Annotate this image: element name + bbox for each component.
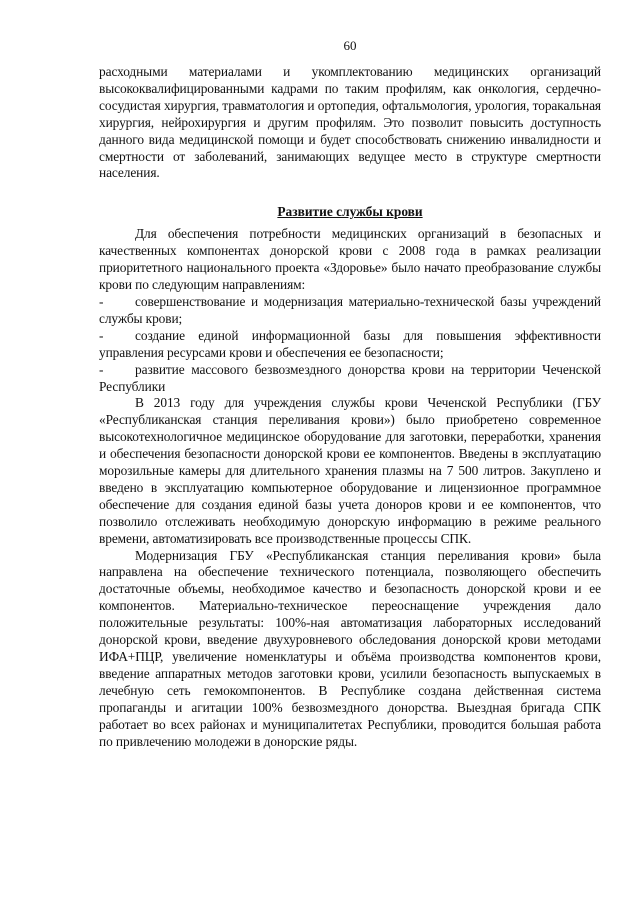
intro-paragraph: расходными материалами и укомплектованию медицинских организаций высококвалифицированными кадрами по таким профилям, как онкология, сердечно-сосудистая хирургия, травматология и ортопедия, офтальмология, урология, торакальная хирургия, нейрохирургия и другим профилям. Это позволит повысить доступность данного вида медицинской помощи и будет способствовать снижению инвалидности и смертности от заболеваний, занимающих ведущее место в структуре смертности населения. xyxy=(99,64,601,181)
bullet-text: создание единой информационной базы для повышения эффективности управления ресурсами крови и обеспечения ее безопасности; xyxy=(99,327,601,360)
page-number: 60 xyxy=(343,38,357,53)
section-title: Развитие службы крови xyxy=(277,204,423,220)
bullet-dash: - xyxy=(99,293,104,309)
paragraph-modernization: Модернизация ГБУ «Республиканская станция переливания крови» была направлена на обеспечение технического потенциала, позволяющего обеспечить достаточные объемы, необходимое качество и безопасность донорской крови и ее компонентов. Материально-техническое переоснащение учреждения дало положительные результаты: 100%-ная автоматизация лабораторных исследований донорской крови, введение двухуровневого обследования донорской крови методами ИФА+ПЦР, увеличение номенклатуры и объёма производства компонентов крови, введение аппаратных методов заготовки крови, усилили безопасность выпускаемых в лечебную сеть гемокомпонентов. В Республике создана действенная система пропаганды и агитации 100% безвозмездного донорства. Выездная бригада СПК работает во всех районах и муниципалитетах Республики, проводится большая работа по привлечению молодежи в донорские ряды. xyxy=(99,547,601,749)
bullet-item xyxy=(99,328,601,362)
bullet-text: развитие массового безвозмездного донорства крови на территории Чеченской Республики xyxy=(99,361,601,394)
bullet-item xyxy=(99,362,601,396)
bullet-dash: - xyxy=(99,327,104,343)
bullet-item xyxy=(99,294,601,328)
paragraph-2013: В 2013 году для учреждения службы крови Чеченской Республики (ГБУ «Республиканская станция переливания крови») было приобретено современное высокотехнологичное медицинское оборудование для заготовки, переработки, хранения и обеспечения безопасности донорской крови ее компонентов. Введены в эксплуатацию морозильные камеры для длительного хранения плазмы на 7 500 литров. Закуплено и введено в эксплуатацию компьютерное оборудование и лицензионное программное обеспечение для создания единой базы учета доноров крови и ее компонентов, что позволило отслеживать необходимую донорскую информацию в режиме реального времени, автоматизировать все производственные процессы СПК. xyxy=(99,395,601,546)
lead-paragraph: Для обеспечения потребности медицинских организаций в безопасных и качественных компонентах донорской крови с 2008 года в рамках реализации приоритетного национального проекта «Здоровье» было начато преобразование службы крови по следующим направлениям: xyxy=(99,226,601,293)
bullet-dash: - xyxy=(99,361,104,377)
bullet-text: совершенствование и модернизация материально-технической базы учреждений службы крови; xyxy=(99,293,601,326)
document-page xyxy=(99,38,601,750)
